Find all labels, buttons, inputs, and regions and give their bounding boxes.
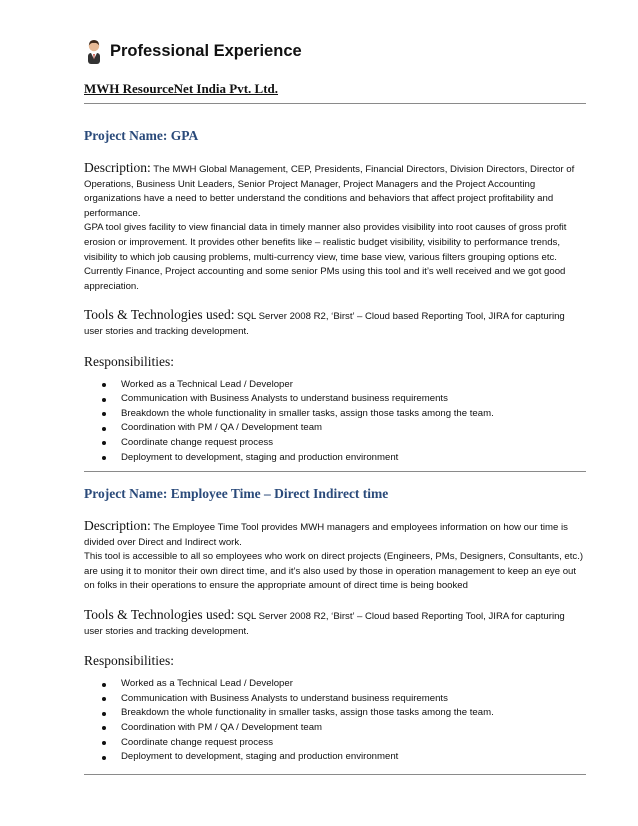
tools-section — [84, 308, 586, 339]
bullet-icon — [102, 756, 106, 760]
divider-top — [84, 103, 586, 104]
bullet-icon — [102, 683, 106, 687]
responsibilities-list — [84, 378, 586, 466]
list-item: Communication with Business Analysts to understand business requirements — [84, 692, 586, 707]
bullet-icon — [102, 741, 106, 745]
list-item: Worked as a Technical Lead / Developer — [84, 677, 586, 692]
bullet-icon — [102, 412, 106, 416]
project-description — [84, 161, 586, 294]
list-item: Coordination with PM / QA / Development team — [84, 721, 586, 736]
responsibilities-list — [84, 677, 586, 765]
tools-section — [84, 608, 586, 639]
bullet-icon — [102, 383, 106, 387]
bullet-icon — [102, 441, 106, 445]
description-text: The Employee Time Tool provides MWH managers and employees information on how our time is divided over Direct and Indirect work. — [84, 522, 568, 548]
company-name: MWH ResourceNet India Pvt. Ltd. — [84, 81, 279, 96]
divider-middle — [84, 471, 586, 472]
person-avatar-icon — [84, 38, 104, 64]
description-label: Description: — [84, 518, 151, 533]
tools-text: SQL Server 2008 R2, ‘Birst’ – Cloud based Reporting Tool, JIRA for capturing user stories and tracking development. — [84, 311, 565, 337]
project-description — [84, 519, 586, 594]
bullet-icon — [102, 427, 106, 431]
section-title: Professional Experience — [110, 41, 302, 60]
list-item: Communication with Business Analysts to understand business requirements — [84, 392, 586, 407]
list-item: Deployment to development, staging and production environment — [84, 451, 586, 466]
list-item: Coordinate change request process — [84, 436, 586, 451]
project-name: Project Name: GPA — [84, 128, 199, 143]
responsibilities-label: Responsibilities: — [84, 353, 175, 369]
list-item: Coordination with PM / QA / Development team — [84, 421, 586, 436]
bullet-icon — [102, 697, 106, 701]
list-item: Breakdown the whole functionality in smaller tasks, assign those tasks among the team. — [84, 407, 586, 422]
description-more: GPA tool gives facility to view financial data in timely manner also provides visibility into root causes of gross profit erosion or improvement. It provides other benefits like – realistic budget visibility, visibility to performance trends, visibility to which job causing problems, multi-currency view, time base view, various filters grouping options etc. Currently Finance, Project accounting and some senior PMs using this tool and it’s well received and we got good appreciation. — [84, 222, 567, 292]
tools-label: Tools & Technologies used: — [84, 307, 235, 323]
list-item: Deployment to development, staging and production environment — [84, 750, 586, 765]
description-more: This tool is accessible to all so employees who work on direct projects (Engineers, PMs, Designers, Consultants, etc.) are using it to monitor their own direct time, and it’s also used by those in operation management to keep an eye out on folks in their operations to ensure the appropriate amount of direct time is being booked — [84, 551, 584, 592]
list-item: Coordinate change request process — [84, 736, 586, 751]
bullet-icon — [102, 398, 106, 402]
tools-label: Tools & Technologies used: — [84, 606, 235, 622]
responsibilities-label: Responsibilities: — [84, 653, 175, 669]
bullet-icon — [102, 712, 106, 716]
list-item: Worked as a Technical Lead / Developer — [84, 378, 586, 393]
tools-text: SQL Server 2008 R2, ‘Birst’ – Cloud based Reporting Tool, JIRA for capturing user stories and tracking development. — [84, 610, 565, 637]
description-text: The MWH Global Management, CEP, Presidents, Financial Directors, Division Directors, Director of Operations, Business Unit Leaders, Senior Project Manager, Project Managers and the Project Accounting organizations have a need to better understand the conditions and behaviors that affect project profitability and performance. — [84, 164, 575, 219]
list-item: Breakdown the whole functionality in smaller tasks, assign those tasks among the team. — [84, 706, 586, 721]
description-label: Description: — [84, 160, 151, 175]
bullet-icon — [102, 726, 106, 730]
bullet-icon — [102, 456, 106, 460]
project-name: Project Name: Employee Time – Direct Indirect time — [84, 486, 389, 501]
divider-bottom — [84, 774, 586, 775]
project-gpa — [84, 128, 586, 465]
project-employee-time — [84, 486, 586, 765]
section-heading — [84, 38, 302, 64]
